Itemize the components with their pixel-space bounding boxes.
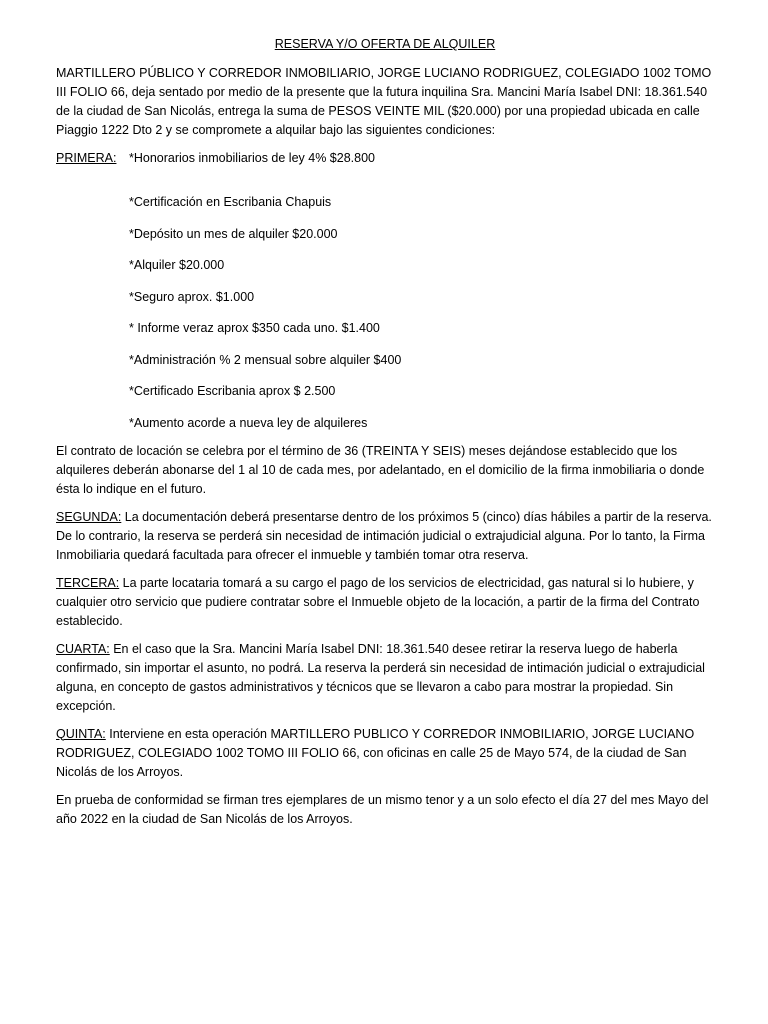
clause-tercera-label: TERCERA: [56, 575, 120, 590]
clause-segunda [56, 508, 714, 565]
primera-item: *Depósito un mes de alquiler $20.000 [129, 226, 338, 241]
closing-paragraph: En prueba de conformidad se firman tres ejemplares de un mismo tenor y a un solo efecto el día 27 del mes Mayo del año 2022 en la ciudad de San Nicolás de los Arroyos. [56, 792, 709, 826]
clause-primera [56, 149, 714, 181]
clause-cuarta [56, 640, 714, 716]
primera-item: *Aumento acorde a nueva ley de alquileres [129, 415, 368, 430]
primera-item: *Certificación en Escribania Chapuis [129, 195, 332, 209]
document-title: RESERVA Y/O OFERTA DE ALQUILER [274, 37, 496, 51]
primera-item: *Alquiler $20.000 [129, 258, 225, 272]
primera-item: *Certificado Escribania aprox $ 2.500 [129, 384, 336, 398]
primera-item: *Administración % 2 mensual sobre alquiler $400 [129, 352, 402, 367]
clause-primera-label: PRIMERA: [56, 151, 117, 165]
clause-cuarta-text: En el caso que la Sra. Mancini María Isabel DNI: 18.361.540 desee retirar la reserva luego de haberla confirmado, sin importar el asunto, no podrá. La reserva la perderá sin necesidad de intimación judicial o extrajudicial alguna, en concepto de gastos administrativos y técnicos que se llevaron a cabo para mostrar la propiedad. Sin excepción. [56, 641, 705, 713]
clause-segunda-text: La documentación deberá presentarse dentro de los próximos 5 (cinco) días hábiles a partir de la reserva. De lo contrario, la reserva se perderá sin necesidad de intimación judicial o extrajudicial alguna. Por lo tanto, la Firma Inmobiliaria quedará facultada para ofrecer el inmueble y también tomar otra reserva. [56, 509, 712, 562]
primera-item: *Honorarios inmobiliarios de ley 4% $28.800 [129, 151, 375, 165]
clause-tercera-text: La parte locataria tomará a su cargo el pago de los servicios de electricidad, gas natural si lo hubiere, y cualquier otro servicio que pudiere contratar sobre el Inmueble objeto de la locación, a partir de la firma del Contrato establecido. [56, 575, 700, 628]
clause-segunda-label: SEGUNDA: [56, 509, 122, 524]
primera-item: * Informe veraz aprox $350 cada uno. $1.400 [129, 321, 380, 335]
clause-tercera [56, 574, 714, 631]
clause-quinta-text: Interviene en esta operación MARTILLERO PUBLICO Y CORREDOR INMOBILIARIO, JORGE LUCIANO RODRIGUEZ, COLEGIADO 1002 TOMO III FOLIO 66, con oficinas en calle 25 de Mayo 574, de la ciudad de San Nicolás de los Arroyos. [56, 726, 695, 779]
contract-term-paragraph: El contrato de locación se celebra por el término de 36 (TREINTA Y SEIS) meses dejándose establecido que los alquileres deberán abonarse del 1 al 10 de cada mes, por adelantado, en el domicilio de la firma inmobiliaria o donde ésta lo indique en el futuro. [56, 443, 705, 496]
intro-paragraph: MARTILLERO PÚBLICO Y CORREDOR INMOBILIARIO, JORGE LUCIANO RODRIGUEZ, COLEGIADO 1002 TOMO III FOLIO 66, deja sentado por medio de la presente que la futura inquilina Sra. Mancini María Isabel DNI: 18.361.540 de la ciudad de San Nicolás, entrega la suma de PESOS VEINTE MIL ($20.000) por una propiedad ubicada en calle Piaggio 1222 Dto 2 y se compromete a alquilar bajo las siguientes condiciones: [56, 66, 712, 137]
clause-quinta-label: QUINTA: [56, 726, 106, 741]
primera-item: *Seguro aprox. $1.000 [129, 289, 255, 304]
clause-quinta [56, 725, 714, 782]
clause-cuarta-label: CUARTA: [56, 641, 110, 656]
